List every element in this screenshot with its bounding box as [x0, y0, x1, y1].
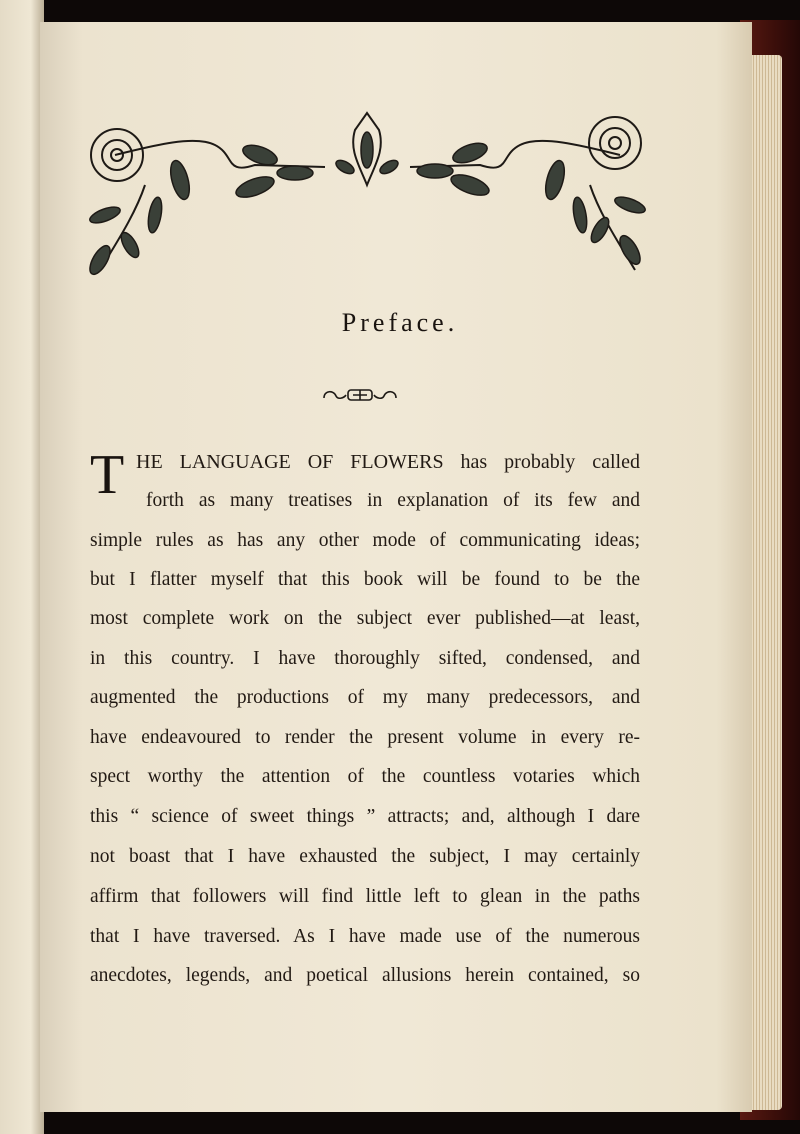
- text-line: this “ science of sweet things ” attracts; and, although I dare: [90, 806, 640, 827]
- text-line: augmented the productions of my many predecessors, and: [90, 687, 640, 708]
- text-line: in this country. I have thoroughly sifted, condensed, and: [90, 648, 640, 669]
- fleuron-ornament: [320, 386, 400, 404]
- text-line: but I flatter myself that this book will be found to be the: [90, 569, 640, 590]
- drop-cap: T: [90, 444, 125, 506]
- text-line: have endeavoured to render the present volume in every re-: [90, 727, 640, 748]
- text-line: spect worthy the attention of the countless votaries which: [90, 766, 640, 787]
- text-line: HE LANGUAGE OF FLOWERS has probably called: [136, 451, 640, 473]
- text-line: anecdotes, legends, and poetical allusions herein contained, so: [90, 965, 640, 986]
- text-line: simple rules as has any other mode of communicating ideas;: [90, 530, 640, 551]
- text-line: not boast that I have exhausted the subject, I may certainly: [90, 846, 640, 867]
- floral-headpiece-ornament: [85, 105, 650, 280]
- page-edges: [748, 55, 782, 1110]
- page-title: Preface.: [341, 308, 459, 337]
- text-line: forth as many treatises in explanation of its few and: [146, 490, 640, 511]
- text-line: affirm that followers will find little left to glean in the paths: [90, 886, 640, 907]
- left-page-edge: [0, 0, 44, 1134]
- text-line: that I have traversed. As I have made use of the numerous: [90, 926, 640, 947]
- text-line: most complete work on the subject ever published—at least,: [90, 608, 640, 629]
